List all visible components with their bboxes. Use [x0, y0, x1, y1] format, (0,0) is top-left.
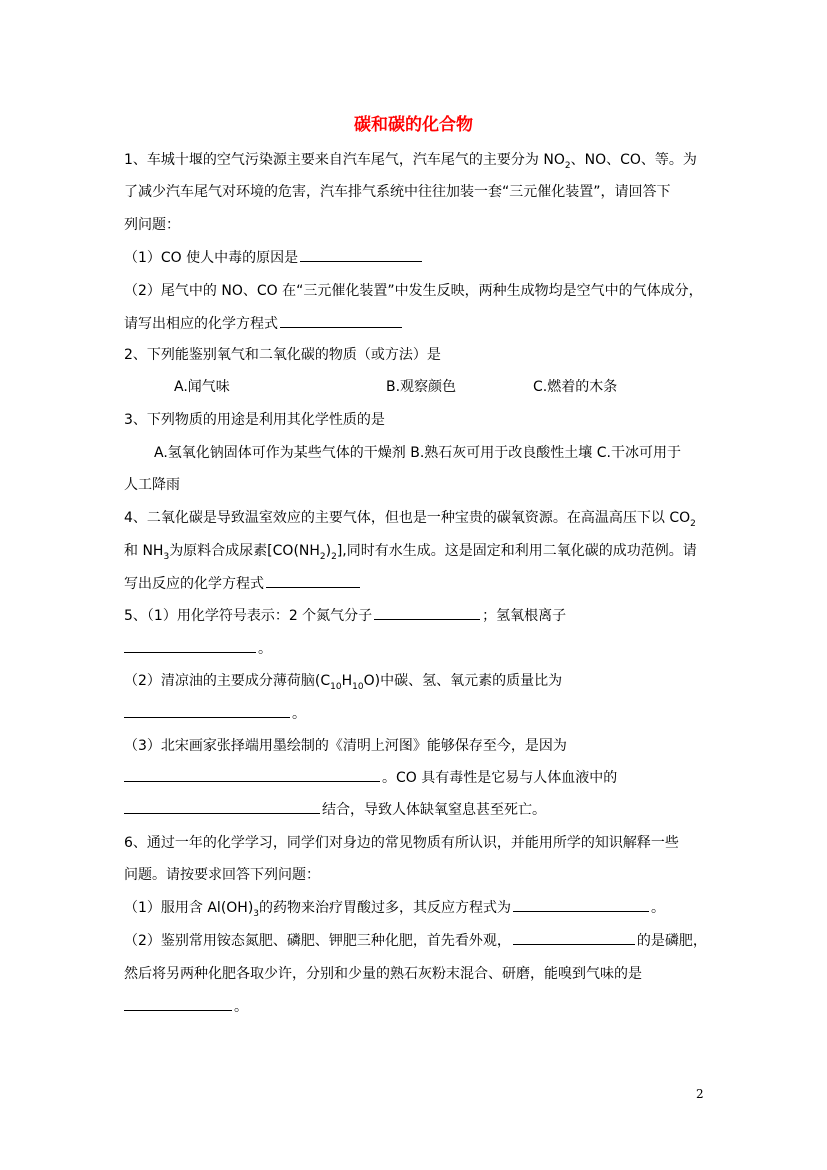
q1-line-3: 列问题：: [124, 217, 180, 233]
answer-blank: [124, 701, 290, 718]
answer-blank: [124, 994, 232, 1011]
page-number: 2: [696, 1087, 704, 1101]
q1-line-2: 了减少汽车尾气对环境的危害，汽车排气系统中往往加装一套“三元催化装置”，请回答下: [124, 184, 671, 200]
answer-blank: [280, 311, 402, 328]
q2-option-a: A.闻气味: [174, 379, 230, 395]
answer-blank: [513, 895, 649, 912]
q4-line-1: 4、二氧化碳是导致温室效应的主要气体，但也是一种宝贵的碳氧资源。在高温高压下以 $CO_2$: [124, 510, 696, 529]
q4-line-2: 和 $NH_3$为原料合成尿素$[CO(NH_2)_2]$,同时有水生成。这是固定和利用二氧化碳的成功范例。请: [124, 543, 697, 562]
q6-line-2: 问题。请按要求回答下列问题：: [124, 867, 320, 883]
q1-part-1: （1）CO 使人中毒的原因是: [0, 245, 827, 271]
q5-line-1: 5、（1）用化学符号表示：2 个氮气分子 ；氢氧根离子: [0, 603, 827, 629]
q1-line-1: 1、车城十堰的空气污染源主要来自汽车尾气，汽车尾气的主要分为 $NO_2$、NO、CO、等。为: [124, 152, 697, 171]
answer-blank: [513, 928, 635, 945]
q6-part-2: （2）鉴别常用铵态氮肥、磷肥、钾肥三种化肥，首先看外观， 的是磷肥，: [0, 928, 827, 954]
q1-part-2-line-2: 请写出相应的化学方程式: [0, 311, 827, 337]
q3-options: A.氢氧化钠固体可作为某些气体的干燥剂 B.熟石灰可用于改良酸性土壤 C.干冰可用于: [154, 445, 681, 461]
answer-blank: [124, 797, 320, 814]
q2-stem: 2、下列能鉴别氧气和二氧化碳的物质（或方法）是: [124, 347, 441, 363]
q5-line-2: 。: [0, 636, 827, 662]
q4-line-3: 写出反应的化学方程式: [0, 571, 827, 597]
q3-stem: 3、下列物质的用途是利用其化学性质的是: [124, 412, 385, 428]
q2-option-b: B.观察颜色: [386, 379, 457, 395]
answer-blank: [124, 636, 256, 653]
answer-blank: [300, 245, 422, 262]
q5-part-3: （3）北宋画家张择端用墨绘制的《清明上河图》能够保存至今，是因为: [124, 738, 567, 754]
q2-option-c: C.燃着的木条: [533, 379, 618, 395]
page-title: 碳和碳的化合物: [354, 115, 473, 135]
q6-line-1: 6、通过一年的化学学习，同学们对身边的常见物质有所认识，并能用所学的知识解释一些: [124, 835, 679, 851]
answer-blank: [374, 603, 480, 620]
q1-part-2-line-1: （2）尾气中的 NO、CO 在“三元催化装置”中发生反映，两种生成物均是空气中的气体成分，: [124, 283, 703, 299]
answer-blank: [124, 765, 380, 782]
q6-part-2-line-3: 。: [0, 994, 827, 1020]
q2-options: [0, 374, 827, 400]
q5-part-3-line-2: 。CO 具有毒性是它易与人体血液中的: [0, 765, 827, 791]
q5-part-2: （2）清凉油的主要成分薄荷脑$(C_{10}H_{10}O)$中碳、氢、氧元素的质量比为: [124, 673, 563, 692]
answer-blank: [266, 571, 360, 588]
q5-part-3-line-3: 结合，导致人体缺氧窒息甚至死亡。: [0, 797, 827, 823]
q3-options-cont: 人工降雨: [124, 477, 180, 493]
q6-part-2-line-2: 然后将另两种化肥各取少许，分别和少量的熟石灰粉末混合、研磨，能嗅到气味的是: [124, 966, 642, 982]
q6-part-1: （1）服用含 $Al(OH)_3$的药物来治疗胃酸过多，其反应方程式为 。: [0, 895, 827, 921]
q5-part-2-answer: 。: [0, 701, 827, 727]
